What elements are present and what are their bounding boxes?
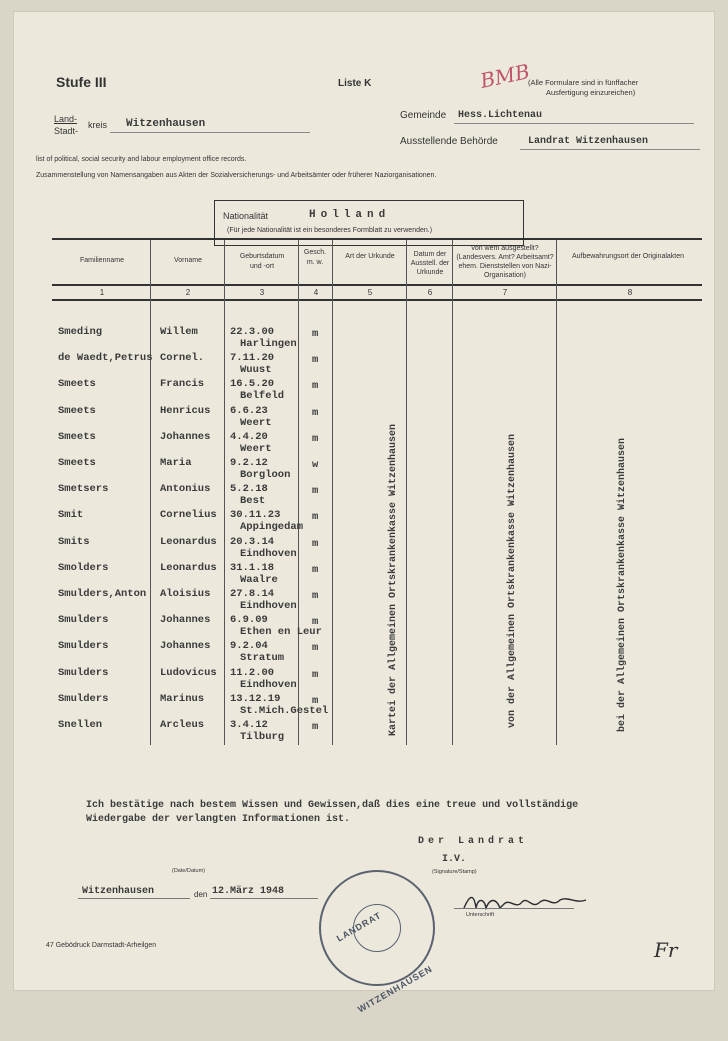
col-num-4: 4: [313, 288, 319, 297]
row-first-name: Johannes: [160, 640, 211, 653]
col-num-8: 8: [627, 288, 633, 297]
row-sex: m: [312, 563, 319, 576]
confirmation-line2: Wiedergabe der verlangten Informationen ist.: [86, 814, 351, 825]
row-family-name: Smulders: [58, 692, 109, 705]
row-family-name: Smeets: [58, 378, 96, 391]
col7-vertical-text: von der Allgemeinen Ortskrankenkasse Witzenhausen: [507, 433, 518, 728]
row-birth-place: Ethen en Leur: [240, 626, 322, 639]
signature-caption: (Signature/Stamp): [432, 869, 477, 875]
row-birth-place: Wuust: [240, 364, 272, 377]
col-header-aussteller: von wem ausgestellt? (Landesvers. Amt? Arbeitsamt? ehem. Dienststellen von Nazi-Organisation): [456, 245, 554, 279]
col5-vertical-text: Kartei der Allgemeinen Ortskrankenkasse Witzenhausen: [388, 423, 399, 736]
row-birth-date: 30.11.23: [230, 509, 281, 522]
nationality-label: Nationalität: [223, 211, 269, 221]
row-family-name: Smulders: [58, 614, 109, 627]
row-birth-date: 5.2.18: [230, 483, 268, 496]
kreis-value: Witzenhausen: [126, 118, 206, 130]
col-num-7: 7: [502, 288, 508, 297]
row-first-name: Arcleus: [160, 719, 205, 731]
row-sex: m: [312, 328, 319, 340]
col-header-geschlecht: Gesch. m. w.: [303, 249, 327, 266]
row-family-name: Smolders: [58, 561, 109, 574]
col-header-art: Art der Urkunde: [345, 253, 395, 260]
nationality-hint: (Für jede Nationalität ist ein besonderes Formblatt zu verwenden.): [227, 227, 433, 234]
row-family-name: Snellen: [58, 719, 103, 731]
col-num-5: 5: [367, 288, 373, 297]
row-sex: m: [312, 354, 319, 367]
row-first-name: Johannes: [160, 614, 211, 627]
row-sex: m: [312, 616, 319, 629]
row-sex: m: [312, 721, 319, 733]
col-num-3: 3: [259, 288, 265, 297]
row-family-name: Smits: [58, 535, 90, 548]
col-header-vorname: Vorname: [173, 257, 203, 264]
place-value: Witzenhausen: [82, 886, 155, 897]
row-family-name: Smeets: [58, 404, 96, 417]
row-birth-place: Borgloon: [240, 469, 291, 481]
handwritten-mark: BMB: [478, 59, 532, 93]
row-sex: m: [312, 668, 319, 681]
row-birth-date: 9.2.12: [230, 457, 268, 469]
row-birth-date: 11.2.00: [230, 666, 275, 679]
row-birth-place: Best: [240, 495, 266, 508]
row-family-name: Smetsers: [58, 483, 109, 496]
row-birth-place: Belfeld: [240, 390, 285, 403]
stamp-text: LANDRAT WITZENHAUSEN: [334, 910, 435, 1015]
kreis-label: kreis: [88, 120, 108, 130]
row-birth-date: 22.3.00: [230, 326, 275, 338]
row-first-name: Maria: [160, 457, 192, 469]
row-first-name: Cornelius: [160, 509, 217, 522]
row-sex: m: [312, 511, 319, 524]
liste-title: Liste K: [338, 78, 372, 89]
nationality-value: Holland: [309, 209, 391, 221]
row-sex: m: [312, 694, 319, 707]
row-birth-date: 20.3.14: [230, 535, 275, 548]
row-birth-place: Harlingen: [240, 338, 297, 350]
col-header-aufbewahrung: Aufbewahrungsort der Originalakten: [571, 253, 685, 260]
row-family-name: de Waedt,Petrus: [58, 352, 153, 365]
row-birth-date: 27.8.14: [230, 588, 275, 600]
row-first-name: Cornel.: [160, 352, 205, 365]
date-caption: (Date/Datum): [172, 868, 206, 874]
col-header-datum: Datum der Ausstell. der Urkunde: [410, 251, 450, 276]
signer-title: Der Landrat: [418, 836, 529, 847]
col8-vertical-text: bei der Allgemeinen Ortskrankenkasse Witzenhausen: [617, 437, 628, 732]
corner-handwritten-mark: Fr: [654, 938, 678, 962]
row-first-name: Ludovicus: [160, 666, 217, 679]
gemeinde-value: Hess.Lichtenau: [458, 110, 543, 121]
row-birth-place: Appingedam: [240, 521, 304, 534]
row-birth-place: Stratum: [240, 652, 285, 665]
row-birth-date: 13.12.19: [230, 692, 281, 705]
row-family-name: Smit: [58, 509, 84, 522]
row-family-name: Smulders: [58, 666, 109, 679]
document-sheet: [14, 12, 714, 1015]
stadt-label: Stadt-: [54, 126, 79, 136]
row-sex: m: [312, 537, 319, 550]
unterschrift-caption: Unterschrift: [466, 912, 495, 918]
row-family-name: Smulders: [58, 640, 109, 653]
row-birth-place: Waalre: [240, 573, 278, 586]
copies-note-line2: Ausfertigung einzureichen): [546, 88, 636, 97]
col-num-1: 1: [99, 288, 105, 297]
row-sex: m: [312, 380, 319, 393]
row-family-name: Smeets: [58, 430, 96, 443]
stufe-title: Stufe III: [56, 74, 107, 90]
row-birth-date: 7.11.20: [230, 352, 275, 365]
row-birth-date: 6.6.23: [230, 404, 268, 417]
iv-label: I.V.: [442, 854, 467, 865]
row-first-name: Willem: [160, 326, 198, 338]
row-family-name: Smeets: [58, 457, 96, 469]
row-birth-place: Tilburg: [240, 731, 285, 743]
col-header-geburt: Geburtsdatum und -ort: [239, 253, 285, 270]
gemeinde-label: Gemeinde: [400, 110, 447, 121]
intro-english: list of political, social security and labour employment office records.: [36, 156, 247, 163]
row-birth-place: Weert: [240, 442, 272, 455]
row-first-name: Leonardus: [160, 561, 217, 574]
col-num-6: 6: [427, 288, 433, 297]
behoerde-label: Ausstellende Behörde: [400, 136, 498, 147]
row-first-name: Francis: [160, 378, 205, 391]
row-sex: m: [312, 432, 319, 445]
row-sex: m: [312, 485, 319, 498]
official-stamp: [319, 870, 435, 1015]
confirmation-line1: Ich bestätige nach bestem Wissen und Gewissen,daß dies eine treue und vollständige: [86, 800, 579, 811]
behoerde-value: Landrat Witzenhausen: [528, 136, 649, 147]
printer-imprint: 47 Gebödruck Darmstadt-Arheilgen: [46, 942, 157, 949]
row-sex: m: [312, 590, 319, 602]
den-label: den: [194, 890, 208, 899]
row-family-name: Smeding: [58, 326, 103, 338]
row-first-name: Leonardus: [160, 535, 217, 548]
row-birth-date: 6.9.09: [230, 614, 268, 627]
row-birth-place: St.Mich.Gestel: [240, 704, 329, 717]
row-first-name: Marinus: [160, 692, 205, 705]
row-first-name: Henricus: [160, 404, 211, 417]
row-birth-place: Weert: [240, 416, 272, 429]
intro-german: Zusammenstellung von Namensangaben aus Akten der Sozialversicherungs- und Arbeitsämter oder früherer Naziorganisationen.: [36, 172, 437, 179]
row-first-name: Johannes: [160, 430, 211, 443]
land-label: Land-: [54, 114, 78, 124]
row-first-name: Antonius: [160, 483, 211, 496]
row-birth-place: Eindhoven: [240, 600, 297, 612]
row-sex: m: [312, 642, 319, 655]
date-value: 12.März 1948: [212, 886, 285, 897]
row-family-name: Smulders,Anton: [58, 588, 147, 600]
col-num-2: 2: [185, 288, 191, 297]
row-sex: m: [312, 406, 319, 419]
row-birth-place: Eindhoven: [240, 547, 297, 560]
row-birth-date: 3.4.12: [230, 719, 268, 731]
copies-note-line1: (Alle Formulare sind in fünffacher: [528, 78, 639, 87]
row-birth-date: 16.5.20: [230, 378, 275, 391]
row-birth-date: 31.1.18: [230, 561, 275, 574]
col-header-familienname: Familienname: [80, 257, 124, 264]
row-sex: w: [312, 459, 319, 471]
row-birth-date: 4.4.20: [230, 430, 268, 443]
row-birth-place: Eindhoven: [240, 678, 297, 691]
row-birth-date: 9.2.04: [230, 640, 268, 653]
row-first-name: Aloisius: [160, 588, 211, 600]
